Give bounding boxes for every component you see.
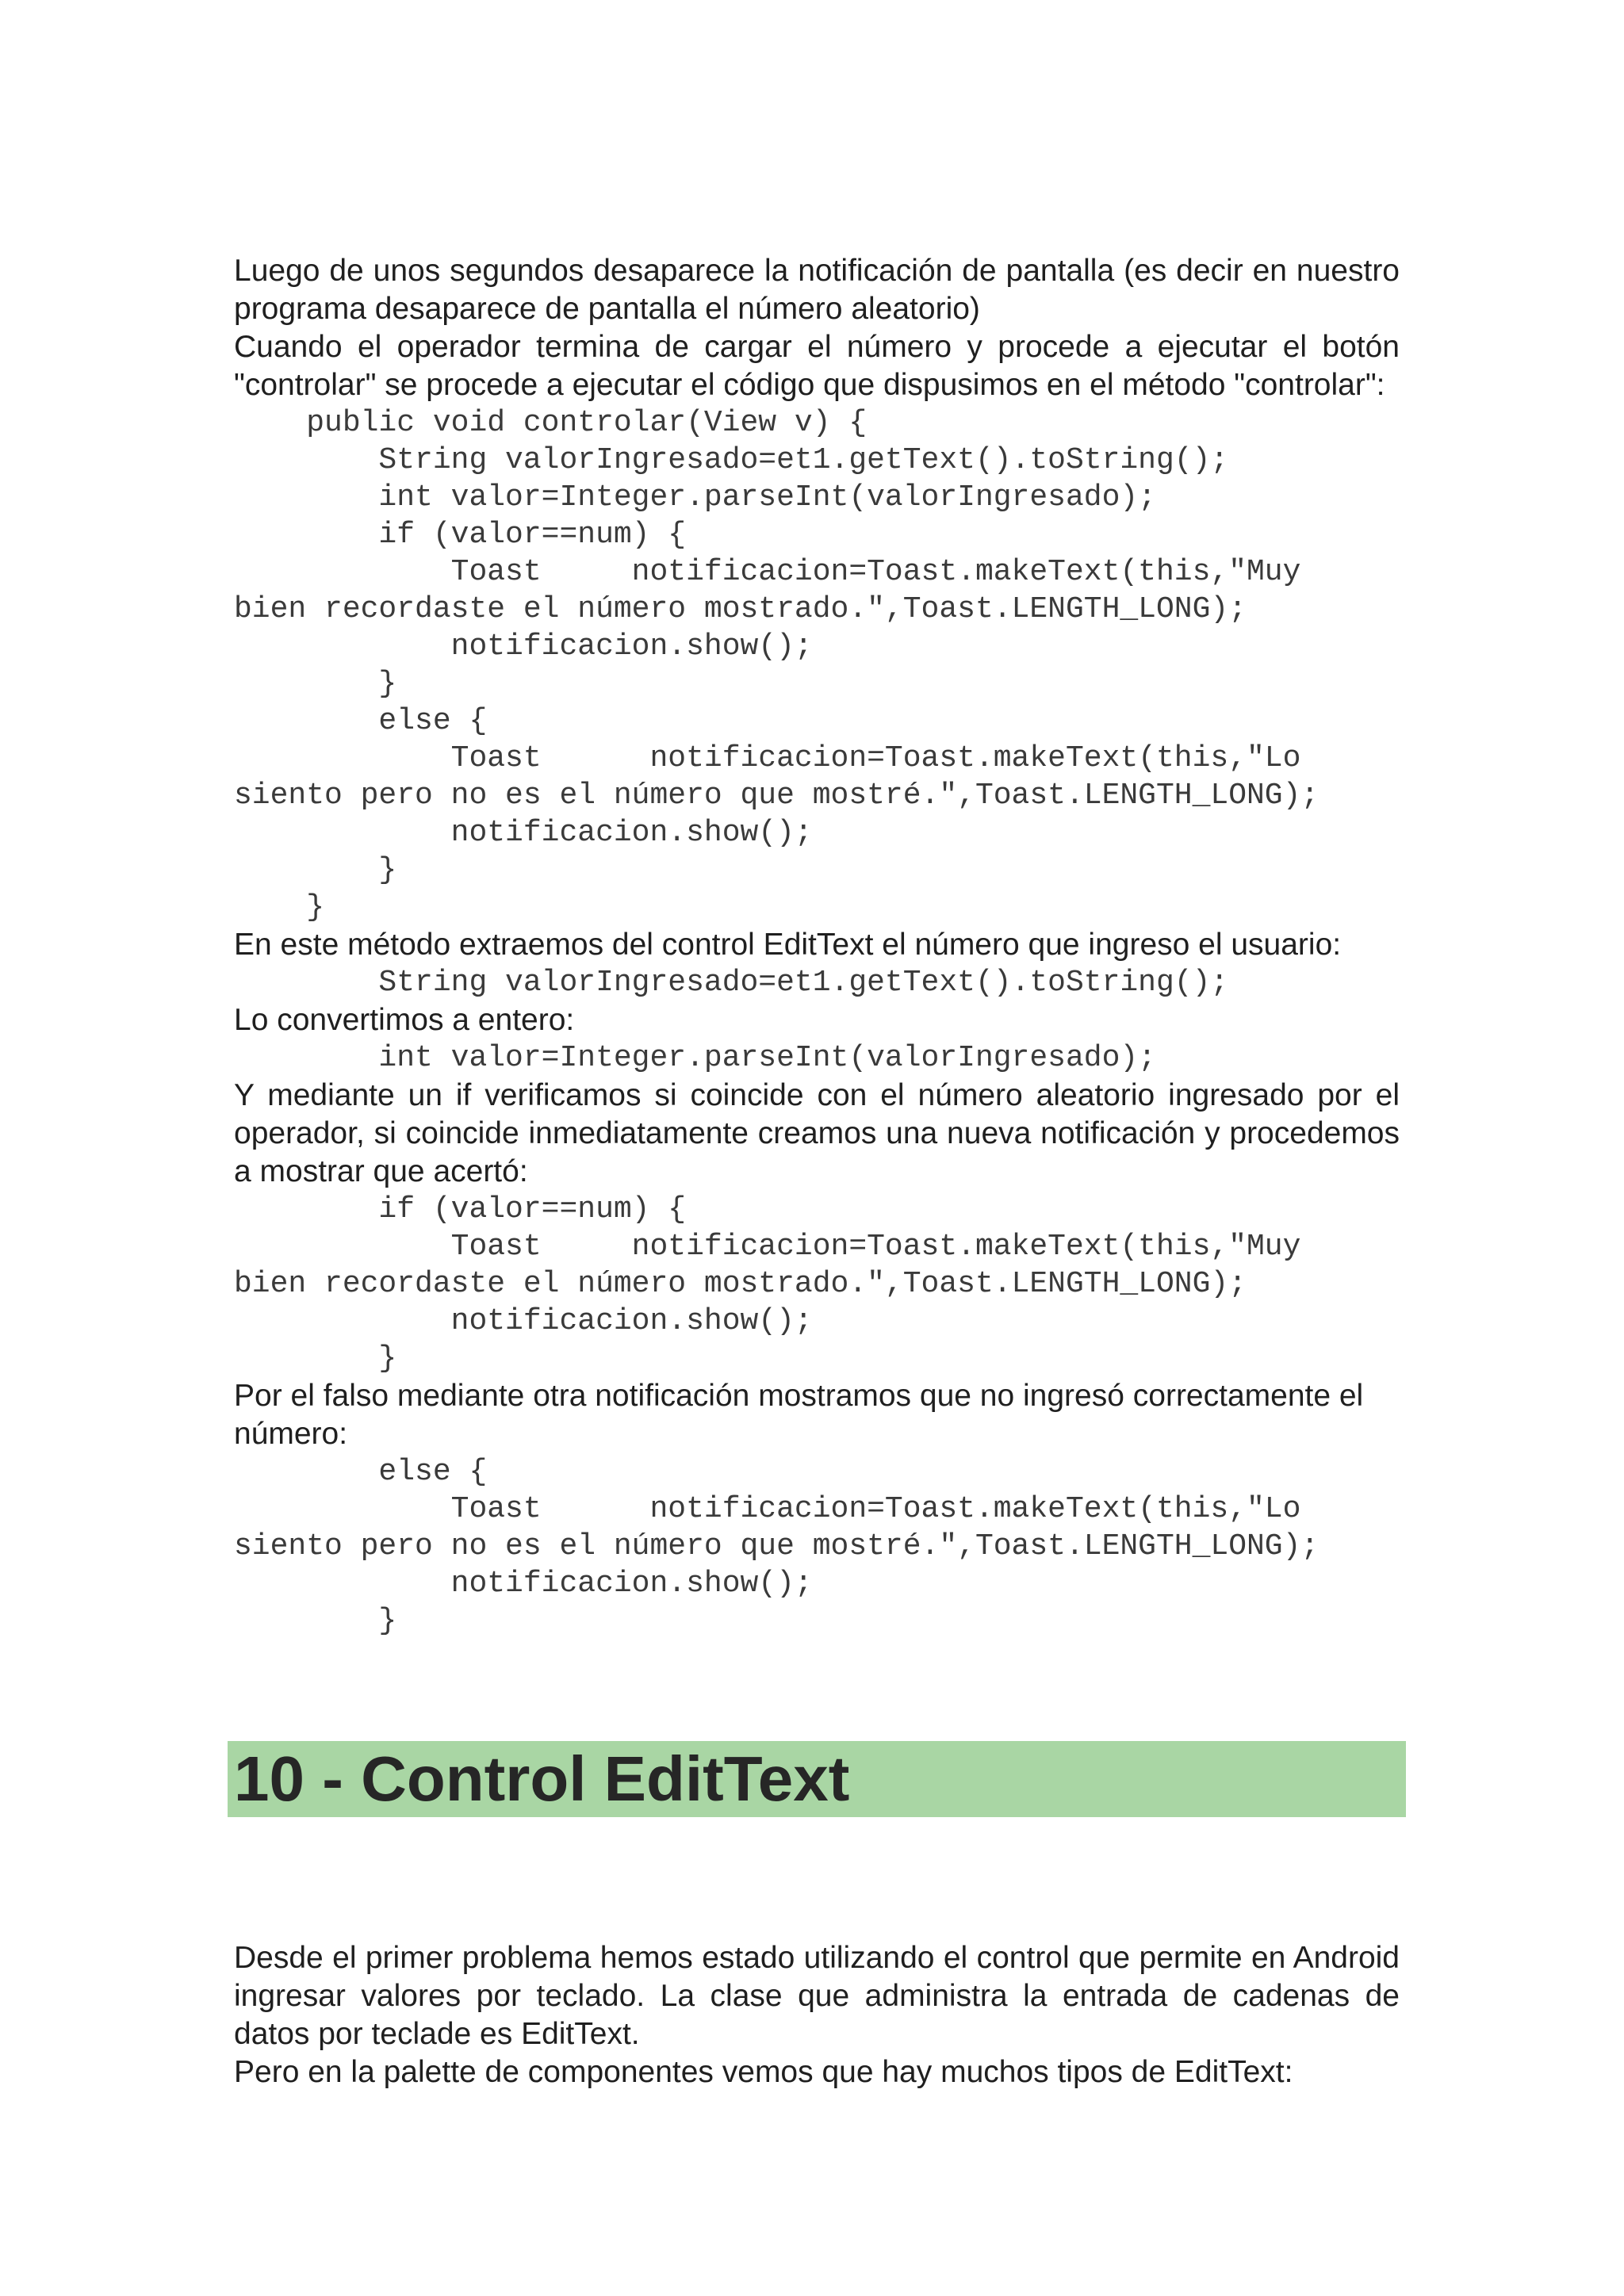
code-line: } bbox=[234, 667, 397, 701]
section-heading-bar bbox=[228, 1741, 1406, 1817]
code-line: public void controlar(View v) { bbox=[234, 406, 868, 440]
code-block-else bbox=[234, 1453, 1400, 1640]
page-content bbox=[234, 252, 1400, 1640]
code-line: else { bbox=[234, 704, 488, 738]
explain-paragraph-4: Por el falso mediante otra notificación mostramos que no ingresó correctamente el número: bbox=[234, 1379, 1364, 1451]
code-line: Toast notificacion=Toast.makeText(this,"Lo bbox=[234, 741, 1301, 775]
explain-paragraph-2: Lo convertimos a entero: bbox=[234, 1003, 575, 1037]
code-line: bien recordaste el número mostrado.",Toast.LENGTH_LONG); bbox=[234, 592, 1247, 626]
code-line: else { bbox=[234, 1455, 488, 1489]
intro-paragraph-1: Luego de unos segundos desaparece la notificación de pantalla (es decir en nuestro programa desaparece de pantalla el número aleatorio) bbox=[234, 254, 1400, 326]
code-line: } bbox=[234, 1604, 397, 1638]
code-line-gettext: String valorIngresado=et1.getText().toString(); bbox=[234, 966, 1229, 1000]
section-paragraph-1: Desde el primer problema hemos estado utilizando el control que permite en Android ingresar valores por teclado. La clase que administra la entrada de cadenas de datos por teclade es EditText. bbox=[234, 1941, 1400, 2051]
code-line: notificacion.show(); bbox=[234, 1304, 813, 1338]
code-line: notificacion.show(); bbox=[234, 816, 813, 850]
intro-paragraph-2: Cuando el operador termina de cargar el número y procede a ejecutar el botón "controlar" se procede a ejecutar el código que dispusimos en el método "controlar": bbox=[234, 330, 1400, 402]
code-line: } bbox=[234, 853, 397, 887]
code-line: int valor=Integer.parseInt(valorIngresado); bbox=[234, 480, 1156, 515]
code-line: Toast notificacion=Toast.makeText(this,"Lo bbox=[234, 1492, 1301, 1526]
explain-paragraph-1: En este método extraemos del control EditText el número que ingreso el usuario: bbox=[234, 928, 1342, 962]
code-line: } bbox=[234, 890, 325, 924]
code-block-controlar bbox=[234, 404, 1400, 926]
code-line: if (valor==num) { bbox=[234, 1192, 687, 1226]
section-content bbox=[234, 1939, 1400, 2091]
code-line: siento pero no es el número que mostré.",Toast.LENGTH_LONG); bbox=[234, 779, 1320, 813]
code-line: siento pero no es el número que mostré.",Toast.LENGTH_LONG); bbox=[234, 1529, 1320, 1563]
code-line: notificacion.show(); bbox=[234, 629, 813, 664]
code-line: notificacion.show(); bbox=[234, 1567, 813, 1601]
code-line: Toast notificacion=Toast.makeText(this,"Muy bbox=[234, 555, 1301, 589]
code-line: } bbox=[234, 1341, 397, 1376]
code-block-if bbox=[234, 1191, 1400, 1377]
section-paragraph-2: Pero en la palette de componentes vemos que hay muchos tipos de EditText: bbox=[234, 2055, 1293, 2089]
code-line: Toast notificacion=Toast.makeText(this,"Muy bbox=[234, 1230, 1301, 1264]
code-line-parseint: int valor=Integer.parseInt(valorIngresado); bbox=[234, 1041, 1156, 1075]
section-heading: 10 - Control EditText bbox=[234, 1743, 850, 1814]
code-line: if (valor==num) { bbox=[234, 518, 687, 552]
explain-paragraph-3: Y mediante un if verificamos si coincide con el número aleatorio ingresado por el operador, si coincide inmediatamente creamos una nueva notificación y procedemos a mostrar que acertó: bbox=[234, 1078, 1400, 1188]
code-line: String valorIngresado=et1.getText().toString(); bbox=[234, 443, 1229, 477]
code-line: bien recordaste el número mostrado.",Toast.LENGTH_LONG); bbox=[234, 1267, 1247, 1301]
